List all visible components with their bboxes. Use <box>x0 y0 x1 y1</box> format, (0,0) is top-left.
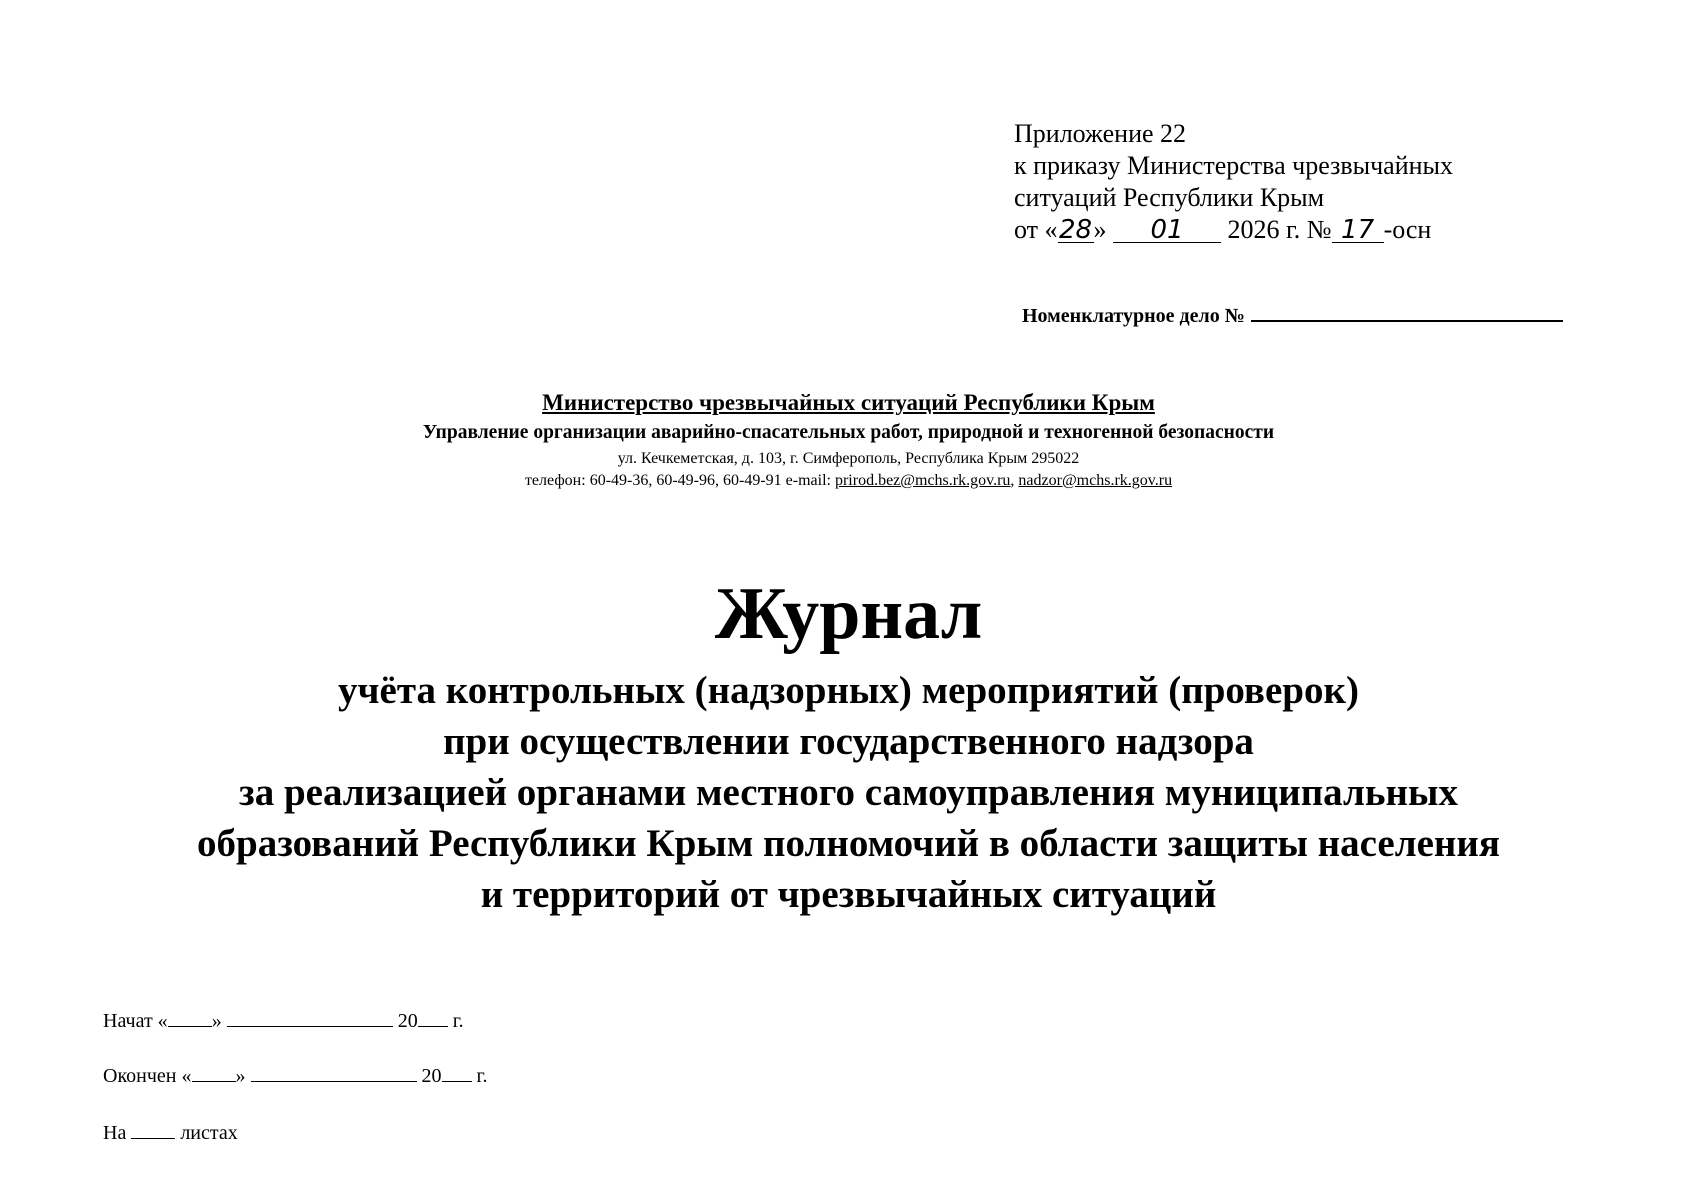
appendix-order-line: ситуаций Республики Крым <box>1014 183 1325 212</box>
address: ул. Кечкеметская, д. 103, г. Симферополь, Республика Крым 295022 <box>617 450 1080 467</box>
nomenclature-case: Номенклатурное дело № <box>1022 304 1563 328</box>
appendix-order-line: к приказу Министерства чрезвычайных <box>1014 151 1454 180</box>
document-subtitle: учёта контрольных (надзорных) мероприятий (проверок) при осуществлении государственного надзора за реализацией органами местного самоуправления муниципальных образований Республики Крым полномочий в области защиты населения и территорий от чрезвычайных ситуаций <box>197 669 1500 916</box>
email-link[interactable]: nadzor@mchs.rk.gov.ru <box>1018 472 1173 489</box>
appendix-title: Приложение 22 <box>1014 119 1187 148</box>
sheets-field: На листах <box>103 1122 238 1144</box>
ended-field: Окончен « » 20 г. <box>103 1065 488 1087</box>
nomenclature-blank <box>1251 304 1563 322</box>
contacts: телефон: 60-49-36, 60-49-96, 60-49-91 e-mail: prirod.bez@mchs.rk.gov.ru, nadzor@mchs.rk.gov.ru <box>524 472 1173 489</box>
department-name: Управление организации аварийно-спасательных работ, природной и техногенной безопасности <box>422 422 1275 443</box>
ministry-name: Министерство чрезвычайных ситуаций Республики Крым <box>542 390 1155 415</box>
document-title: Журнал <box>714 573 983 655</box>
appendix-block <box>1014 118 1453 246</box>
started-field: Начат « » 20 г. <box>103 1010 464 1032</box>
handwritten-order-number: 17 <box>1332 218 1384 243</box>
email-link[interactable]: prirod.bez@mchs.rk.gov.ru <box>834 472 1011 489</box>
handwritten-month: 01 <box>1113 218 1221 243</box>
appendix-date-line: от «28» 01 2026 г. № 17 -осн <box>1014 215 1432 245</box>
handwritten-day: 28 <box>1058 215 1093 245</box>
